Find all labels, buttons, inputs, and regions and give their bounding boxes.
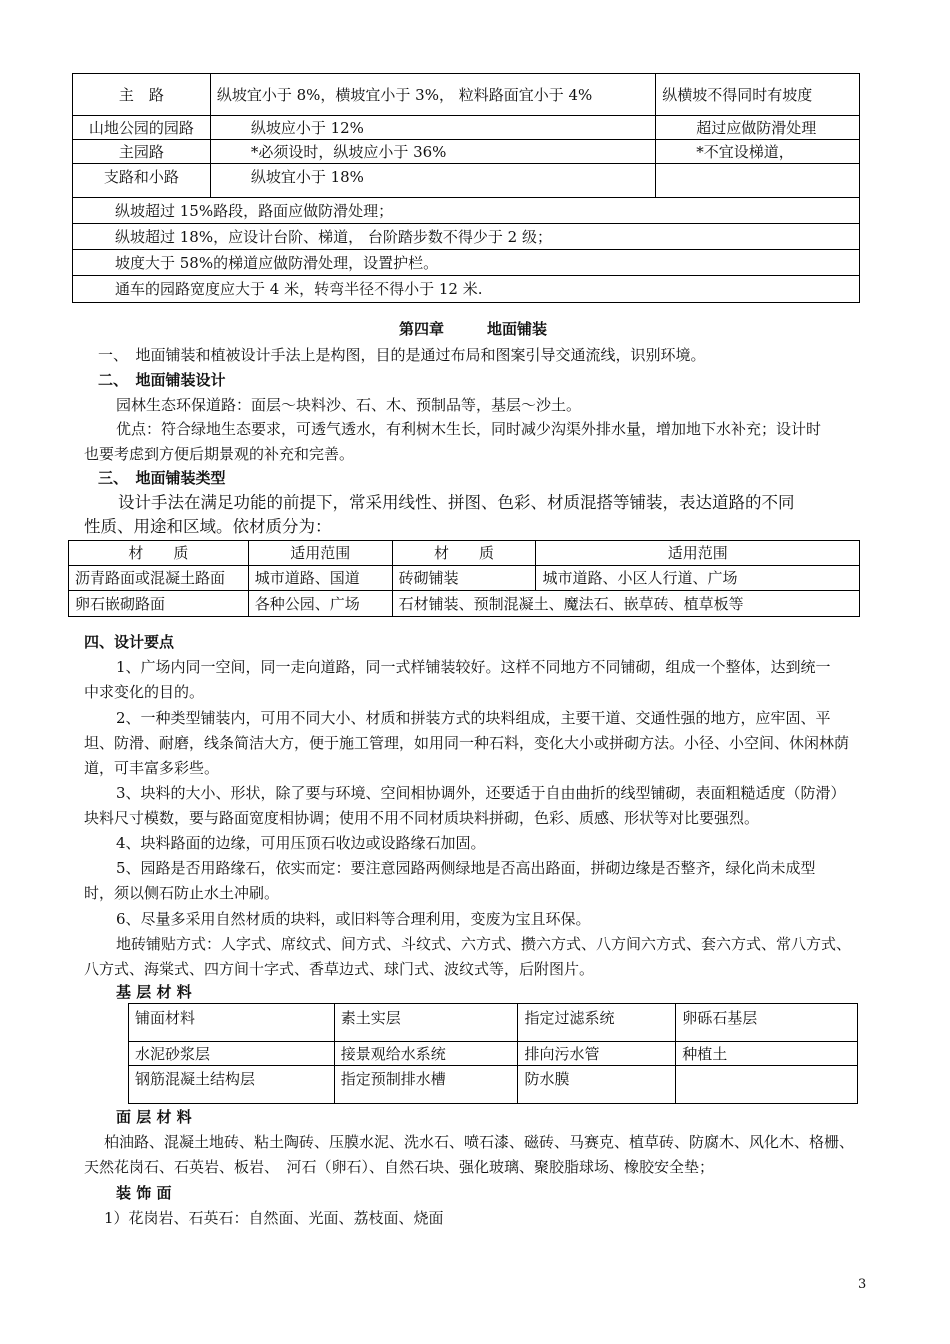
table-cell: 纵横坡不得同时有坡度 — [656, 74, 860, 116]
table-header-cell: 适用范围 — [248, 541, 392, 566]
paragraph-line: 中求变化的目的。 — [84, 683, 205, 701]
table-cell — [676, 1066, 858, 1104]
section-2-heading: 二、 地面铺装设计 — [98, 371, 226, 389]
table-cell: 接景观给水系统 — [334, 1042, 518, 1066]
table-row — [73, 250, 860, 276]
paragraph-line: 6、尽量多采用自然材质的块料，或旧料等合理利用，变废为宝且环保。 — [116, 910, 591, 928]
table-row — [73, 164, 860, 198]
table-cell: 种植土 — [676, 1042, 858, 1066]
table-header-cell: 材 质 — [392, 541, 536, 566]
table-cell: 超过应做防滑处理 — [656, 116, 860, 140]
table-note: 坡度大于 58%的梯道应做防滑处理，设置护栏。 — [73, 250, 860, 276]
table-cell: 指定过滤系统 — [518, 1004, 676, 1042]
table-note: 纵坡超过 15%路段，路面应做防滑处理； — [73, 198, 860, 224]
table-cell: 纵坡宜小于 8%，横坡宜小于 3%， 粒料路面宜小于 4% — [210, 74, 655, 116]
paragraph-line: 也要考虑到方便后期景观的补充和完善。 — [84, 445, 355, 463]
paragraph-line: 1、广场内同一空间，同一走向道路，同一式样铺装较好。这样不同地方不同铺砌，组成一个整体，达到统一 — [116, 658, 831, 676]
material-table — [68, 540, 860, 617]
table-cell: 城市道路、小区人行道、广场 — [536, 566, 860, 591]
paragraph-line: 时，须以侧石防止水土冲刷。 — [84, 884, 280, 902]
table-row — [73, 198, 860, 224]
section-4-heading: 四、设计要点 — [84, 633, 175, 651]
table-row — [129, 1004, 858, 1042]
paragraph-line: 坦、防滑、耐磨，线条简洁大方，便于施工管理，如用同一种石料，变化大小或拼砌方法。小径、小空间、休闲林荫 — [84, 734, 850, 752]
table-row — [73, 276, 860, 303]
table-cell: 石材铺装、预制混凝土、魔法石、嵌草砖、植草板等 — [392, 591, 859, 617]
paragraph-line: 4、块料路面的边缘，可用压顶石收边或设路缘石加固。 — [116, 834, 486, 852]
table-cell: 卵砾石基层 — [676, 1004, 858, 1042]
table-cell: 纵坡宜小于 18% — [210, 164, 655, 198]
table-cell: 沥青路面或混凝土路面 — [69, 566, 249, 591]
table-note: 纵坡超过 18%，应设计台阶、梯道， 台阶踏步数不得少于 2 级； — [73, 224, 860, 250]
base-materials-heading: 基 层 材 料 — [116, 983, 192, 1001]
paragraph-line: 天然花岗石、石英岩、板岩、 河石（卵石）、自然石块、强化玻璃、聚胶脂球场、橡胶安全垫； — [84, 1158, 715, 1176]
table-cell: 指定预制排水槽 — [334, 1066, 518, 1104]
paragraph-line: 3、块料的大小、形状，除了要与环境、空间相协调外，还要适于自由曲折的线型铺砌，表面粗糙适度（防滑） — [116, 784, 846, 802]
table-cell: *不宜设梯道， — [656, 140, 860, 164]
slope-table — [72, 73, 860, 303]
table-cell: 水泥砂浆层 — [129, 1042, 335, 1066]
table-cell: 排向污水管 — [518, 1042, 676, 1066]
table-cell: 卵石嵌砌路面 — [69, 591, 249, 617]
table-cell: 铺面材料 — [129, 1004, 335, 1042]
decor-heading: 装 饰 面 — [116, 1184, 172, 1202]
table-cell: 纵坡应小于 12% — [210, 116, 655, 140]
paragraph-line: 设计手法在满足功能的前提下，常采用线性、拼图、色彩、材质混搭等铺装，表达道路的不同 — [118, 493, 795, 512]
table-cell: 防水膜 — [518, 1066, 676, 1104]
table-cell: *必须设时，纵坡应小于 36% — [210, 140, 655, 164]
table-cell: 主园路 — [73, 140, 211, 164]
paragraph-line: 优点：符合绿地生态要求，可透气透水，有利树木生长，同时减少沟渠外排水量，增加地下水补充；设计时 — [116, 420, 822, 438]
table-cell: 主 路 — [73, 74, 211, 116]
table-row — [73, 224, 860, 250]
section-1-text: 一、 地面铺装和植被设计手法上是构图，目的是通过布局和图案引导交通流线，识别环境。 — [98, 346, 706, 364]
paragraph-line: 园林生态环保道路：面层～块料沙、石、木、预制品等，基层～沙土。 — [116, 396, 582, 414]
paragraph-line: 柏油路、混凝土地砖、粘土陶砖、压膜水泥、洗水石、喷石漆、磁砖、马赛克、植草砖、防腐木、风化木、格栅、 — [104, 1133, 855, 1151]
table-cell: 支路和小路 — [73, 164, 211, 198]
paragraph-line: 地砖铺贴方式：人字式、席纹式、间方式、斗纹式、六方式、攒六方式、八方间六方式、套六方式、常八方式、 — [116, 935, 852, 953]
table-cell: 城市道路、国道 — [248, 566, 392, 591]
base-materials-table — [128, 1003, 858, 1104]
table-note: 通车的园路宽度应大于 4 米，转弯半径不得小于 12 米. — [73, 276, 860, 303]
paragraph-line: 2、一种类型铺装内，可用不同大小、材质和拼装方式的块料组成，主要干道、交通性强的地方，应牢固、平 — [116, 709, 831, 727]
table-header-cell: 材 质 — [69, 541, 249, 566]
paragraph-line: 5、园路是否用路缘石，依实而定：要注意园路两侧绿地是否高出路面，拼砌边缘是否整齐，绿化尚未成型 — [116, 859, 816, 877]
table-row — [73, 116, 860, 140]
paragraph-line: 1）花岗岩、石英石：自然面、光面、荔枝面、烧面 — [104, 1209, 444, 1227]
table-cell: 砖砌铺装 — [392, 566, 536, 591]
table-header-cell: 适用范围 — [536, 541, 860, 566]
table-cell: 钢筋混凝土结构层 — [129, 1066, 335, 1104]
paragraph-line: 性质、用途和区域。依材质分为： — [84, 517, 332, 536]
table-row — [69, 591, 860, 617]
section-3-heading: 三、 地面铺装类型 — [98, 469, 226, 487]
paragraph-line: 八方式、海棠式、四方间十字式、香草边式、球门式、波纹式等，后附图片。 — [84, 960, 595, 978]
paragraph-line: 块料尺寸模数，要与路面宽度相协调；使用不用不同材质块料拼砌，色彩、质感、形状等对比要强烈。 — [84, 809, 760, 827]
table-header-row — [69, 541, 860, 566]
table-cell: 山地公园的园路 — [73, 116, 211, 140]
page-number: 3 — [858, 1277, 867, 1292]
surface-materials-heading: 面 层 材 料 — [116, 1108, 192, 1126]
table-row — [129, 1066, 858, 1104]
table-row — [73, 140, 860, 164]
table-row — [69, 566, 860, 591]
chapter-title: 地面铺装 — [487, 320, 548, 338]
chapter-number: 第四章 — [399, 320, 445, 338]
paragraph-line: 道，可丰富多彩些。 — [84, 759, 220, 777]
table-row — [73, 74, 860, 116]
table-cell: 素土实层 — [334, 1004, 518, 1042]
table-cell — [656, 164, 860, 198]
table-row — [129, 1042, 858, 1066]
table-cell: 各种公园、广场 — [248, 591, 392, 617]
